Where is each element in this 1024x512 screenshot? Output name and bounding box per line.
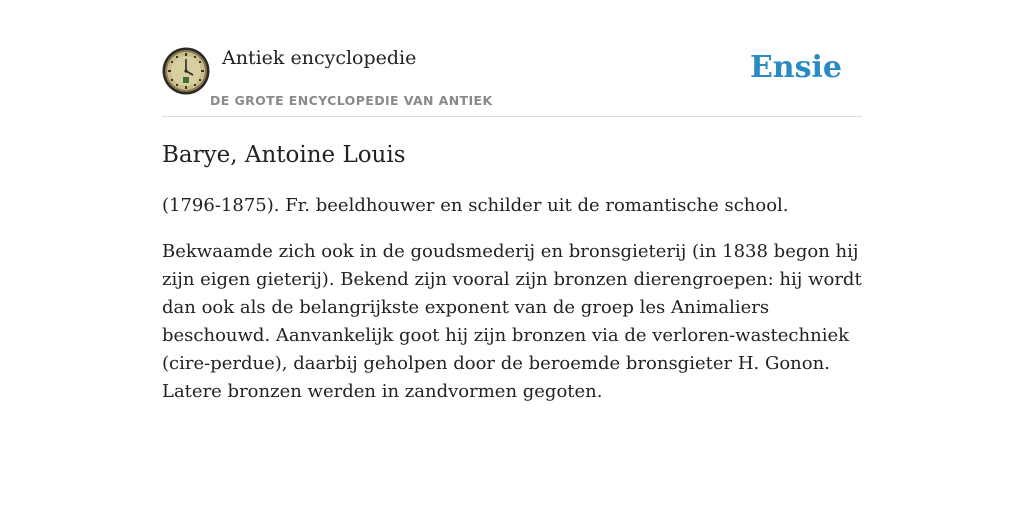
- antique-clock-icon[interactable]: [162, 47, 210, 95]
- article-paragraph: (1796-1875). Fr. beeldhouwer en schilder uit de romantische school.: [162, 195, 789, 216]
- site-tagline: DE GROTE ENCYCLOPEDIE VAN ANTIEK: [210, 93, 493, 108]
- article-body: [162, 192, 862, 424]
- page: [162, 0, 862, 402]
- site-header: [162, 0, 862, 117]
- article-paragraph: Bekwaamde zich ook in de goudsmederij en bronsgieterij (in 1838 begon hij zijn eigen gieterij). Bekend zijn vooral zijn bronzen dierengroepen: hij wordt dan ook als de belangrijkste exponent van de groep les Animaliers beschouwd. Aanvankelijk goot hij zijn bronzen via de verloren-wastechniek (cire-perdue), daarbij geholpen door de beroemde bronsgieter H. Gonon. Latere bronzen werden in zandvormen gegoten.: [162, 241, 862, 402]
- brand-logo[interactable]: Ensie: [749, 50, 842, 85]
- site-name[interactable]: Antiek encyclopedie: [222, 47, 417, 69]
- page-title: Barye, Antoine Louis: [162, 142, 406, 168]
